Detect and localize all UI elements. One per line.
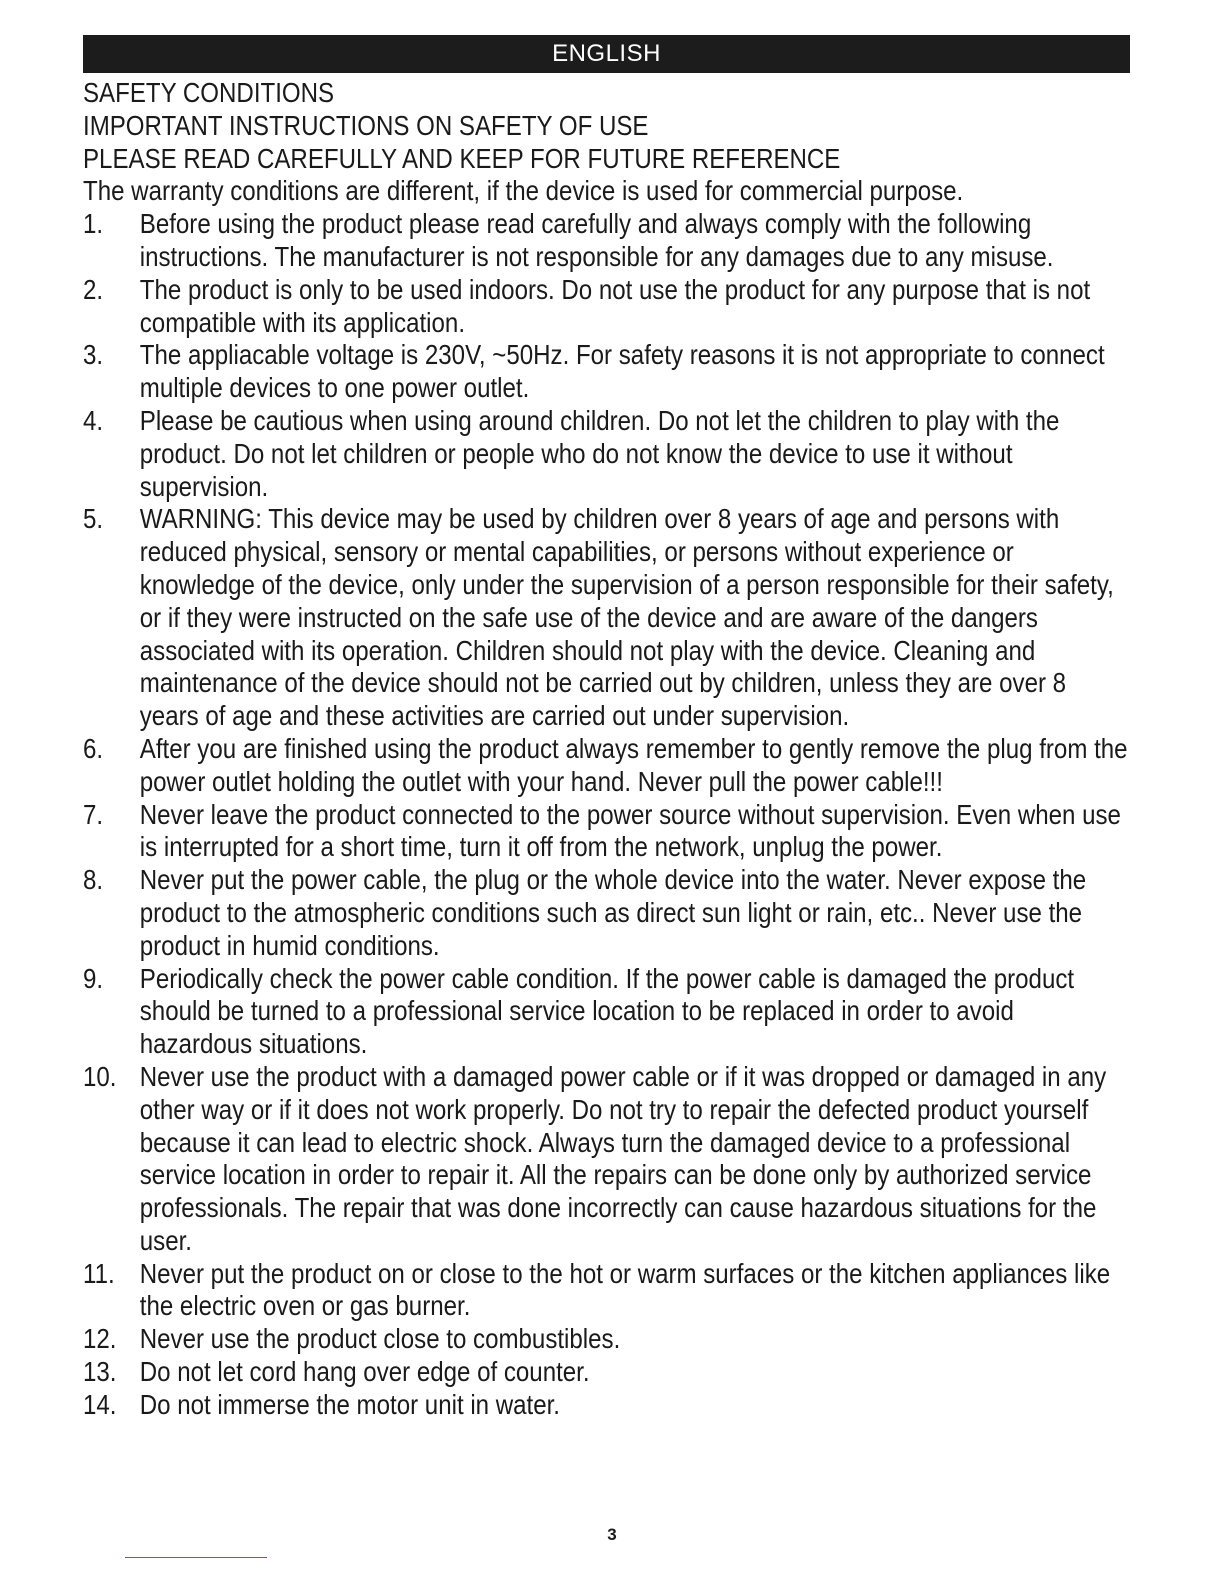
page-number: 3 [607, 1525, 617, 1544]
manual-page [83, 35, 1130, 1422]
item-text: Never use the product with a damaged power cable or if it was dropped or damaged in any other way or if it does not work properly. Do not try to repair the defected product yourself because it can lead to electric shock. Always turn the damaged device to a professional service location in order to repair it. All the repairs can be done only by authorized service professionals. The repair that was done incorrectly can cause hazardous situations for the user. [139, 1060, 1107, 1256]
section-subtitle: IMPORTANT INSTRUCTIONS ON SAFETY OF USE [83, 109, 649, 141]
read-carefully-notice: PLEASE READ CAREFULLY AND KEEP FOR FUTURE REFERENCE [83, 142, 841, 174]
item-number: 10. [83, 1060, 117, 1092]
list-item [83, 1323, 1130, 1356]
item-number: 12. [83, 1323, 117, 1355]
item-number: 1. [83, 208, 104, 240]
item-number: 6. [83, 732, 104, 764]
list-item [83, 208, 1130, 274]
item-text: Periodically check the power cable condition. If the power cable is damaged the product should be turned to a professional service location to be replaced in order to avoid hazardous situations. [139, 962, 1075, 1060]
item-text: Never put the power cable, the plug or the whole device into the water. Never expose the product to the atmospheric conditions such as direct sun light or rain, etc.. Never use the product in humid conditions. [139, 864, 1087, 961]
list-item [83, 864, 1130, 962]
list-item [83, 733, 1130, 799]
safety-content [83, 77, 1130, 1422]
list-item [83, 963, 1130, 1061]
item-text: Please be cautious when using around children. Do not let the children to play with the product. Do not let children or people who do not know the device to use it without supervision. [139, 404, 1060, 502]
item-text: WARNING: This device may be used by children over 8 years of age and persons with reduced physical, sensory or mental capabilities, or persons without experience or knowledge of the device, only under the supervision of a person responsible for their safety, or if they were instructed on the safe use of the device and are aware of the dangers associated with its operation. Children should not play with the device. Cleaning and maintenance of the device should not be carried out by children, unless they are over 8 years of age and these activities are carried out under supervision. [139, 503, 1114, 732]
item-text: The appliacable voltage is 230V, ~50Hz. For safety reasons it is not appropriate to connect multiple devices to one power outlet. [139, 339, 1105, 404]
item-number: 2. [83, 273, 104, 305]
item-number: 9. [83, 962, 104, 994]
list-item [83, 1258, 1130, 1324]
list-item [83, 1061, 1130, 1258]
list-item [83, 405, 1130, 503]
item-text: After you are finished using the product always remember to gently remove the plug from the power outlet holding the outlet with your hand. Never pull the power cable!!! [139, 732, 1128, 797]
list-item [83, 799, 1130, 865]
item-number: 7. [83, 798, 104, 830]
item-number: 5. [83, 503, 104, 535]
language-header-bar: ENGLISH [83, 35, 1130, 73]
item-number: 4. [83, 404, 104, 436]
item-number: 3. [83, 339, 104, 371]
item-text: Never leave the product connected to the power source without supervision. Even when use is interrupted for a short time, turn it off from the network, unplug the power. [139, 798, 1121, 863]
warranty-note: The warranty conditions are different, if the device is used for commercial purpose. [83, 175, 964, 207]
list-item [83, 274, 1130, 340]
item-text: Never put the product on or close to the hot or warm surfaces or the kitchen appliances like the electric oven or gas burner. [139, 1257, 1111, 1322]
item-text: The product is only to be used indoors. Do not use the product for any purpose that is not compatible with its application. [139, 273, 1091, 338]
item-text: Before using the product please read carefully and always comply with the following instructions. The manufacturer is not responsible for any damages due to any misuse. [139, 208, 1054, 272]
item-text: Never use the product close to combustibles. [139, 1323, 621, 1355]
list-item [83, 1389, 1130, 1422]
instruction-list [83, 208, 1130, 1421]
item-number: 13. [83, 1356, 117, 1388]
list-item [83, 1356, 1130, 1389]
list-item [83, 503, 1130, 733]
item-text: Do not immerse the motor unit in water. [139, 1388, 561, 1420]
item-number: 11. [83, 1257, 115, 1289]
item-number: 8. [83, 864, 104, 896]
item-number: 14. [83, 1388, 117, 1420]
item-text: Do not let cord hang over edge of counter. [139, 1356, 590, 1388]
footer-divider [125, 1557, 267, 1558]
section-title: SAFETY CONDITIONS [83, 77, 335, 108]
list-item [83, 339, 1130, 405]
